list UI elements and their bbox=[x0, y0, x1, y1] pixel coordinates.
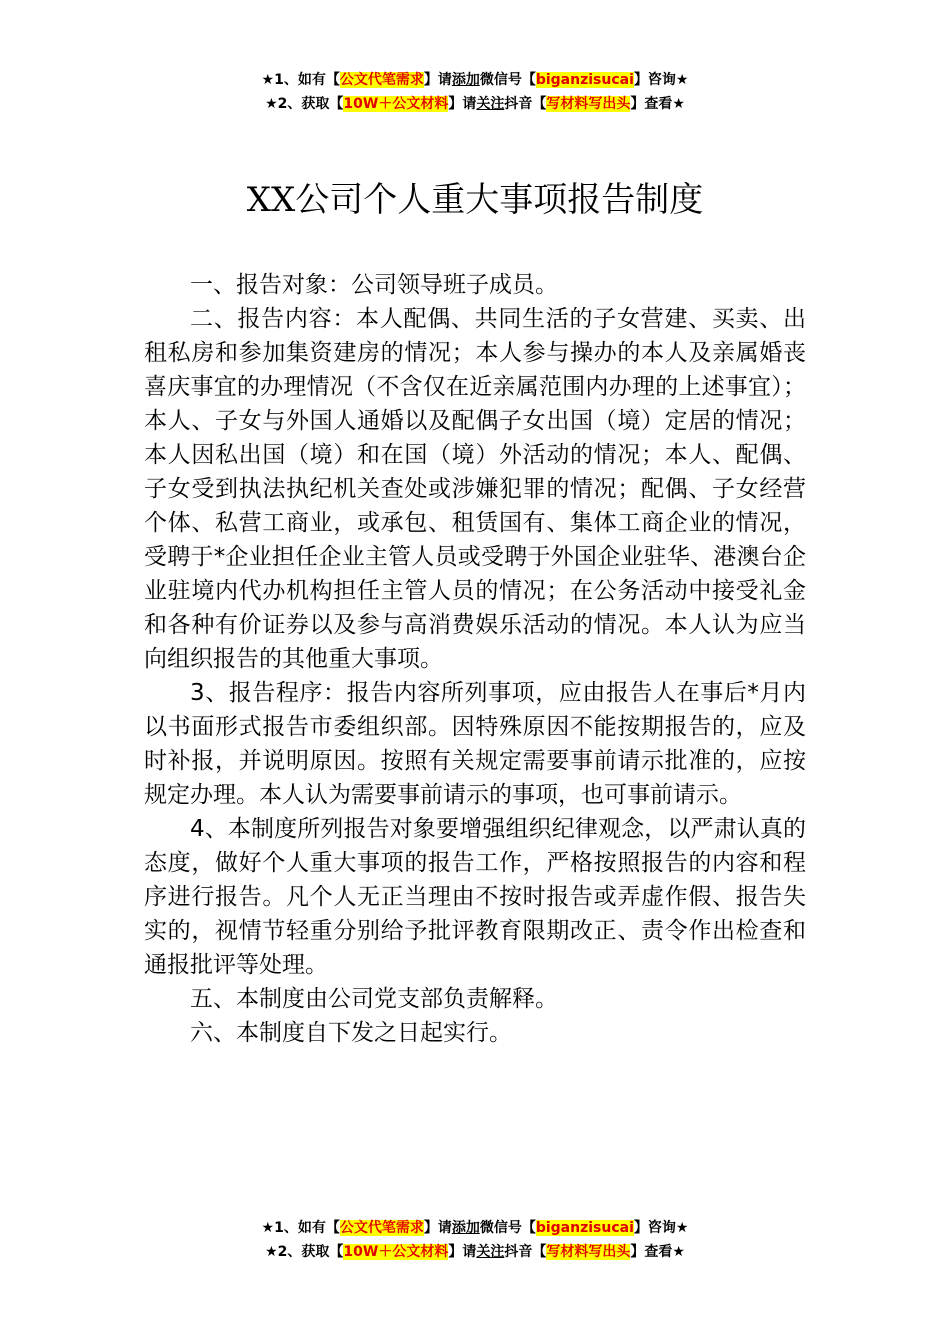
banner-text: 微信号【 bbox=[479, 72, 536, 88]
banner-underline: 关注 bbox=[476, 1244, 505, 1260]
banner-highlight: biganzisucai bbox=[535, 1220, 634, 1236]
footer-banner bbox=[0, 1216, 950, 1264]
paragraph-report-content: 二、报告内容：本人配偶、共同生活的子女营建、买卖、出租私房和参加集资建房的情况；本人参与操办的本人及亲属婚丧喜庆事宜的办理情况（不含仅在近亲属范围内办理的上述事宜）；本人、子女与外国人通婚以及配偶子女出国（境）定居的情况；本人因私出国（境）和在国（境）外活动的情况；本人、配偶、子女受到执法执纪机关查处或涉嫌犯罪的情况；配偶、子女经营个体、私营工商业，或承包、租赁国有、集体工商企业的情况，受聘于*企业担任企业主管人员或受聘于外国企业驻华、港澳台企业驻境内代办机构担任主管人员的情况；在公务活动中接受礼金和各种有价证券以及参与高消费娱乐活动的情况。本人认为应当向组织报告的其他重大事项。 bbox=[144, 306, 806, 672]
banner-text: 微信号【 bbox=[479, 1220, 536, 1236]
banner-underline: 关注 bbox=[476, 96, 505, 112]
banner-highlight: 公文代笔需求 bbox=[339, 72, 424, 88]
banner-text: 抖音【 bbox=[504, 96, 547, 112]
document-body bbox=[144, 268, 806, 1050]
banner-text: 抖音【 bbox=[504, 1244, 547, 1260]
banner-highlight: 10W＋公文材料 bbox=[343, 96, 449, 112]
paragraph-discipline: 4、本制度所列报告对象要增强组织纪律观念，以严肃认真的态度，做好个人重大事项的报告工作，严格按照报告的内容和程序进行报告。凡个人无正当理由不按时报告或弄虚作假、报告失实的，视情节轻重分别给予批评教育限期改正、责令作出检查和通报批评等处理。 bbox=[144, 816, 806, 978]
banner-line-1 bbox=[0, 68, 950, 92]
paragraph-report-procedure: 3、报告程序：报告内容所列事项，应由报告人在事后*月内以书面形式报告市委组织部。因特殊原因不能按期报告的，应及时补报，并说明原因。按照有关规定需要事前请示批准的，应按规定办理。本人认为需要事前请示的事项，也可事前请示。 bbox=[144, 680, 806, 808]
banner-text: 】请 bbox=[448, 1244, 477, 1260]
banner-text: 】查看★ bbox=[630, 1244, 685, 1260]
banner-text: 】请 bbox=[448, 96, 477, 112]
banner-text: 】请 bbox=[423, 72, 452, 88]
banner-highlight: 写材料写出头 bbox=[546, 1244, 631, 1260]
paragraph-report-subject: 一、报告对象：公司领导班子成员。 bbox=[190, 272, 558, 298]
banner-text: 】咨询★ bbox=[633, 72, 689, 88]
banner-text: 】请 bbox=[423, 1220, 452, 1236]
document-title: XX公司个人重大事项报告制度 bbox=[246, 180, 704, 220]
banner-highlight: 10W＋公文材料 bbox=[343, 1244, 449, 1260]
banner-line-1 bbox=[0, 1216, 950, 1240]
banner-text: 】查看★ bbox=[630, 96, 685, 112]
banner-text: ★1、如有【 bbox=[261, 1220, 340, 1236]
banner-underline: 添加 bbox=[451, 72, 480, 88]
banner-text: ★2、获取【 bbox=[265, 96, 344, 112]
banner-highlight: 公文代笔需求 bbox=[339, 1220, 424, 1236]
paragraph-interpretation: 五、本制度由公司党支部负责解释。 bbox=[190, 986, 558, 1012]
banner-line-2 bbox=[0, 92, 950, 116]
banner-text: ★2、获取【 bbox=[265, 1244, 344, 1260]
banner-highlight: 写材料写出头 bbox=[546, 96, 631, 112]
banner-line-2 bbox=[0, 1240, 950, 1264]
banner-underline: 添加 bbox=[451, 1220, 480, 1236]
banner-highlight: biganzisucai bbox=[535, 72, 634, 88]
banner-text: ★1、如有【 bbox=[261, 72, 340, 88]
banner-text: 】咨询★ bbox=[633, 1220, 689, 1236]
paragraph-effective-date: 六、本制度自下发之日起实行。 bbox=[190, 1020, 512, 1046]
header-banner bbox=[0, 68, 950, 116]
